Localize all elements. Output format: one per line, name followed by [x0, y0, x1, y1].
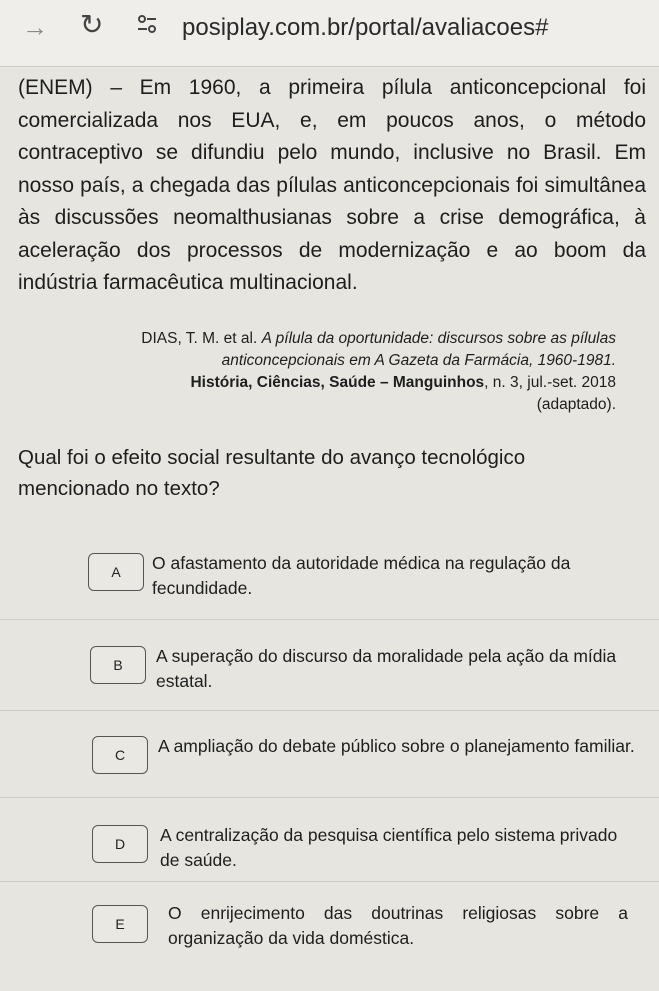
- site-settings-icon[interactable]: [136, 12, 158, 42]
- option-letter[interactable]: A: [88, 553, 144, 591]
- citation-title: A pílula da oportunidade: discursos sobre as pílulas anticoncepcionais em A Gazeta da Farmácia, 1960-1981.: [221, 330, 616, 369]
- citation-authors: DIAS, T. M. et al.: [141, 330, 262, 347]
- option-letter[interactable]: D: [92, 825, 148, 863]
- address-bar[interactable]: posiplay.com.br/portal/avaliacoes#: [182, 14, 549, 41]
- option-a[interactable]: [0, 535, 659, 623]
- question-content: [18, 72, 646, 500]
- reload-icon[interactable]: ↻: [80, 9, 104, 40]
- option-letter[interactable]: C: [92, 736, 148, 774]
- browser-toolbar: [0, 0, 659, 67]
- option-d[interactable]: [0, 807, 659, 895]
- option-e[interactable]: [0, 891, 659, 979]
- citation-journal: História, Ciências, Saúde – Manguinhos: [190, 374, 485, 391]
- option-letter[interactable]: B: [90, 646, 146, 684]
- passage-text: (ENEM) – Em 1960, a primeira pílula anticoncepcional foi comercializada nos EUA, e, em poucos anos, o método contraceptivo se difundiu pelo mundo, inclusive no Brasil. Em nosso país, a chegada das pílulas anticoncepcionais foi simultânea às discussões neomalthusianas sobre a crise demográfica, à aceleração dos processos de modernização e ao boom da indústria farmacêutica multinacional.: [18, 76, 646, 294]
- option-text: O afastamento da autoridade médica na regulação da fecundidade.: [152, 553, 571, 598]
- option-text: A superação do discurso da moralidade pela ação da mídia estatal.: [156, 646, 617, 691]
- option-c[interactable]: [0, 718, 659, 806]
- forward-arrow-icon[interactable]: →: [22, 12, 48, 42]
- citation-details: , n. 3, jul.-set. 2018: [484, 374, 616, 391]
- citation: [18, 328, 616, 416]
- option-b[interactable]: [0, 628, 659, 716]
- option-text: A ampliação do debate público sobre o planejamento familiar.: [158, 736, 635, 756]
- option-text: A centralização da pesquisa científica pelo sistema privado de saúde.: [160, 825, 618, 870]
- option-text: O enrijecimento das doutrinas religiosas sobre a organização da vida doméstica.: [168, 903, 628, 948]
- citation-note: (adaptado).: [536, 396, 616, 413]
- question-text: Qual foi o efeito social resultante do avanço tecnológico mencionado no texto?: [18, 446, 526, 500]
- option-letter[interactable]: E: [92, 905, 148, 943]
